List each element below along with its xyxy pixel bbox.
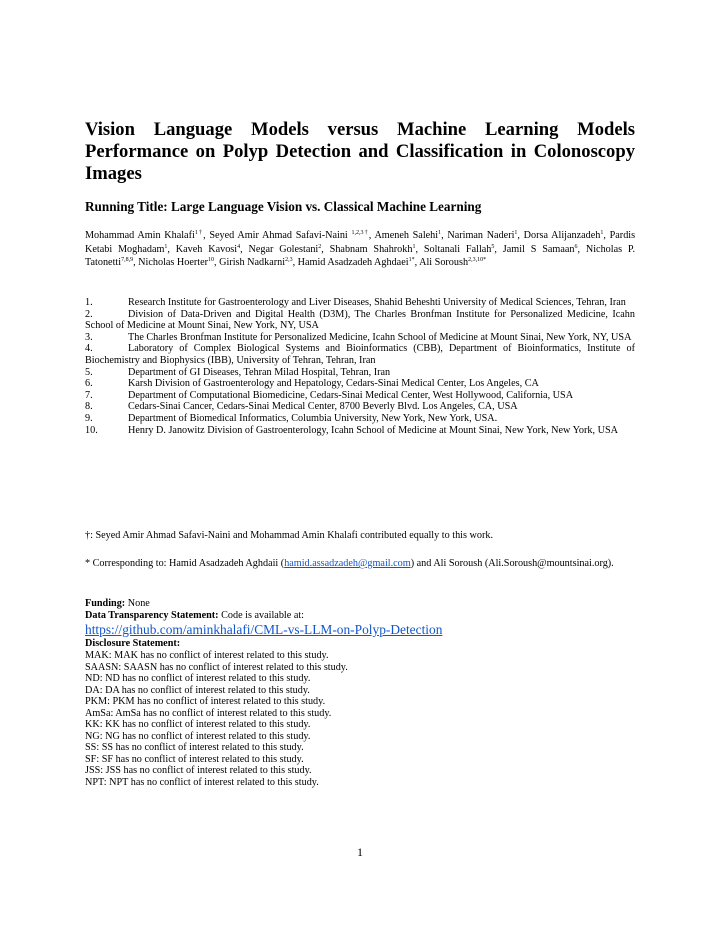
disclosure-item: NG: NG has no conflict of interest related to this study. [85, 730, 311, 742]
affiliation-text: Karsh Division of Gastroenterology and Hepatology, Cedars-Sinai Medical Center, Los Angeles, CA [128, 378, 539, 390]
author: Nariman Naderi [447, 230, 515, 241]
affiliation-number: 10. [85, 424, 98, 436]
page-number: 1 [357, 845, 363, 859]
affiliation-item [85, 297, 635, 309]
author-affiliation-marker: 1* [408, 257, 415, 264]
author-affiliation-marker: 2,3 [285, 257, 293, 264]
disclosure-item: SS: SS has no conflict of interest related to this study. [85, 742, 304, 754]
statements-section [85, 598, 635, 789]
disclosure-item: KK: KK has no conflict of interest related to this study. [85, 719, 311, 731]
funding-label: Funding: [85, 598, 126, 609]
code-repository-link[interactable]: https://github.com/aminkhalafi/CML-vs-LLM-on-Polyp-Detection [85, 622, 443, 637]
data-transparency-statement [85, 610, 635, 622]
author-affiliation-marker: 1 [514, 230, 518, 236]
author: Shabnam Shahrokh [329, 243, 413, 255]
disclosure-item: AmSa: AmSa has no conflict of interest related to this study. [85, 707, 332, 719]
disclosure-item: DA: DA has no conflict of interest related to this study. [85, 684, 310, 696]
disclosure-item: MAK: MAK has no conflict of interest related to this study. [85, 650, 329, 661]
affiliation-number: 7. [85, 389, 93, 401]
affiliation-number: 8. [85, 401, 93, 413]
author: Pardis Ketabi Moghadam [85, 230, 636, 255]
affiliation-item [85, 401, 635, 413]
affiliation-item [85, 309, 635, 332]
affiliation-item [85, 367, 635, 379]
data-transparency-label: Data Transparency Statement: [85, 610, 219, 621]
affiliation-text: Division of Data-Driven and Digital Health (D3M), The Charles Bronfman Institute for Personalized Medicine, Icahn School of Medicine at Mount Sinai, New York, NY, USA [85, 308, 635, 332]
affiliation-number: 4. [85, 343, 93, 355]
author: Soltanali Fallah [423, 243, 492, 255]
author-affiliation-marker: 6 [574, 243, 578, 250]
affiliation-list [85, 297, 635, 436]
author-affiliation-marker: 4 [237, 243, 241, 250]
affiliation-text: Research Institute for Gastroenterology and Liver Diseases, Shahid Beheshti University of Medical Sciences, Tehran, Iran [128, 297, 626, 308]
affiliation-number: 3. [85, 331, 93, 343]
paper-title: Vision Language Models versus Machine Learning Models Performance on Polyp Detection and Classification in Colonoscopy Images [85, 119, 635, 184]
author-affiliation-marker: 7,8,9 [121, 257, 134, 264]
author-affiliation-marker: 1 [412, 243, 416, 250]
affiliation-number: 6. [85, 378, 93, 390]
running-title: Running Title: Large Language Vision vs. Classical Machine Learning [85, 199, 482, 214]
author: Negar Golestani [248, 243, 319, 255]
disclosure-label: Disclosure Statement: [85, 638, 181, 649]
author: Dorsa Alijanzadeh [523, 230, 601, 241]
affiliation-item [85, 378, 635, 390]
author: Jamil S Samaan [502, 243, 575, 255]
funding-statement [85, 598, 635, 610]
equal-contribution-note: †: Seyed Amir Ahmad Safavi-Naini and Mohammad Amin Khalafi contributed equally to this work. [85, 530, 493, 541]
data-transparency-value: Code is available at: [218, 610, 304, 621]
author: Seyed Amir Ahmad Safavi-Naini [209, 230, 352, 241]
funding-value: None [125, 598, 150, 609]
disclosure-item: NPT: NPT has no conflict of interest related to this study. [85, 777, 319, 789]
author: Hamid Asadzadeh Aghdaei [297, 257, 409, 269]
affiliation-item [85, 343, 635, 366]
affiliation-item [85, 332, 635, 344]
author: Ali Soroush [419, 257, 469, 269]
disclosure-item: ND: ND has no conflict of interest related to this study. [85, 673, 311, 685]
author: Girish Nadkarni [219, 257, 286, 269]
affiliation-text: Department of Computational Biomedicine, Cedars-Sinai Medical Center, West Hollywood, California, USA [128, 389, 574, 401]
affiliation-number: 1. [85, 297, 93, 308]
author-affiliation-marker: 1 [164, 243, 168, 250]
affiliation-number: 9. [85, 412, 93, 424]
author: Nicholas Hoerter [138, 257, 209, 269]
corresponding-suffix: ) and Ali Soroush (Ali.Soroush@mountsinai.org). [410, 558, 614, 569]
author: Ameneh Salehi [374, 230, 439, 241]
disclosure-item: SAASN: SAASN has no conflict of interest related to this study. [85, 661, 348, 673]
author: Nicholas P. Tatonetti [85, 243, 635, 269]
affiliation-text: The Charles Bronfman Institute for Personalized Medicine, Icahn School of Medicine at Mount Sinai, New York, NY, USA [128, 331, 632, 343]
affiliation-text: Henry D. Janowitz Division of Gastroenterology, Icahn School of Medicine at Mount Sinai, New York, New York, USA [128, 424, 618, 436]
author-affiliation-marker: 10 [208, 257, 215, 264]
disclosure-list [85, 650, 635, 789]
author: Mohammad Amin Khalafi [85, 230, 195, 241]
affiliation-item [85, 425, 635, 437]
disclosure-item: PKM: PKM has no conflict of interest related to this study. [85, 696, 326, 708]
disclosure-item: JSS: JSS has no conflict of interest related to this study. [85, 765, 312, 777]
affiliation-number: 5. [85, 366, 93, 378]
corresponding-email-link[interactable]: hamid.assadzadeh@gmail.com [284, 558, 411, 569]
author-affiliation-marker: 1 [600, 230, 604, 236]
author-list: Mohammad Amin Khalafi$^{1\dagger}$, Seyed Amir Ahmad Safavi-Naini $^{1,2,3\dagger}$, Ameneh Salehi$^1$, Nariman Naderi$^1$, Dorsa Alijanzadeh$^1$, Pardis Ketabi Moghadam$^1$, Kaveh Kavosi$^4$, Negar Golestani$^2$, Shabnam Shahrokh$^1$, Soltanali Fallah$^5$, Jamil S Samaan$^6$, Nicholas P. Tatonetti$^{7,8,9}$, Nicholas Hoerter$^{10}$, Girish Nadkarni$^{2,3}$, Hamid Asadzadeh Aghdaei$^{1*}$, Ali Soroush$^{2,3,10*}$ [85, 230, 636, 269]
author: Kaveh Kavosi [175, 243, 238, 255]
affiliation-text: Cedars-Sinai Cancer, Cedars-Sinai Medical Center, 8700 Beverly Blvd. Los Angeles, CA, USA [128, 401, 518, 413]
corresponding-prefix: * Corresponding to: Hamid Asadzadeh Aghdaii ( [85, 558, 285, 569]
author-affiliation-marker: 2,3,10* [468, 257, 487, 264]
affiliation-item [85, 413, 635, 425]
affiliation-number: 2. [85, 308, 93, 320]
affiliation-text: Laboratory of Complex Biological Systems and Bioinformatics (CBB), Department of Bioinformatics, Institute of Biochemistry and Biophysics (IBB), University of Tehran, Tehran, Iran [85, 343, 635, 366]
disclosure-item: SF: SF has no conflict of interest related to this study. [85, 753, 304, 765]
corresponding-author-note [85, 557, 635, 570]
author-affiliation-marker: 5 [491, 243, 495, 250]
affiliation-item [85, 390, 635, 402]
author-affiliation-marker: 1,2,3† [351, 230, 369, 236]
affiliation-text: Department of Biomedical Informatics, Columbia University, New York, New York, USA. [128, 412, 498, 424]
affiliation-text: Department of GI Diseases, Tehran Milad Hospital, Tehran, Iran [128, 366, 391, 378]
author-affiliation-marker: 2 [318, 243, 322, 250]
author-affiliation-marker: 1 [438, 230, 442, 236]
author-affiliation-marker: 1† [194, 230, 204, 236]
